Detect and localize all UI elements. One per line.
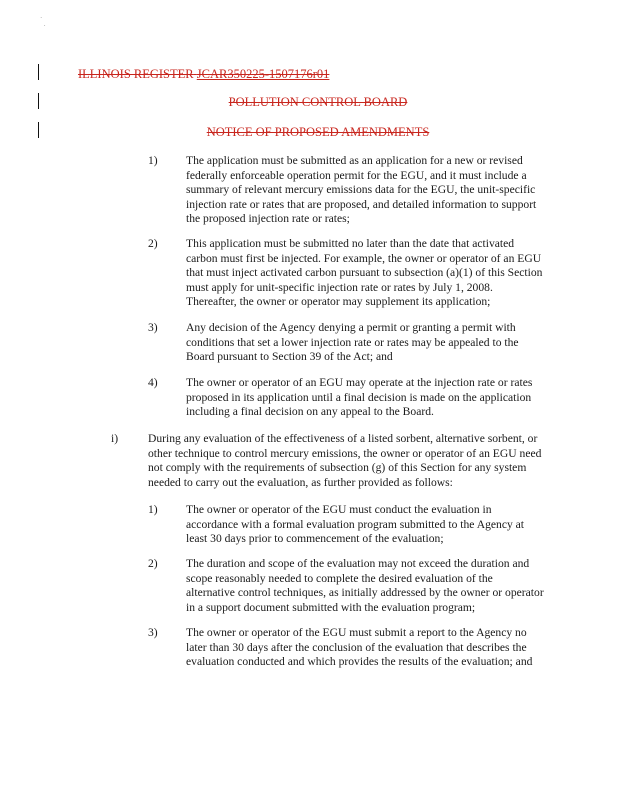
item-number: 1) [148, 154, 158, 167]
item-number: 3) [148, 321, 158, 334]
register-header [78, 66, 329, 82]
notice-title: NOTICE OF PROPOSED AMENDMENTS [206, 125, 430, 139]
item-text: The application must be submitted as an application for a new or revised federally enforceable operation permit for the EGU, and it must include a summary of relevant mercury emissions data for the EGU, the unit-specific injection rate or rates that are proposed, and detailed information to support the proposed injection rate or rates; [186, 154, 537, 226]
item-text: The owner or operator of an EGU may operate at the injection rate or rates proposed in its application until a final decision is made on the application including a final decision on any appeal to the Board. [186, 376, 533, 419]
item-text: The owner or operator of the EGU must conduct the evaluation in accordance with a formal evaluation program submitted to the Agency at least 30 days prior to commencement of the evaluation; [186, 503, 525, 546]
document-code: JCAR350225-1507176r01 [196, 67, 330, 81]
item-number: 3) [148, 626, 158, 639]
item-text: During any evaluation of the effectiveness of a listed sorbent, alternative sorbent, or other technique to control mercury emissions, the owner or operator of an EGU need not comply with the requirements of subsection (g) of this Section for any system needed to carry out the evaluation, as further provided as follows: [148, 432, 542, 489]
change-bar [38, 64, 39, 80]
item-number: 2) [148, 557, 158, 570]
board-header [0, 94, 618, 110]
item-number: 2) [148, 237, 158, 250]
board-title: POLLUTION CONTROL BOARD [228, 95, 408, 109]
item-text: This application must be submitted no later than the date that activated carbon must first be injected. For example, the owner or operator of an EGU that must inject activated carbon pursuant to subsection (a)(1) of this Section must apply for unit-specific injection rate or rates by July 1, 2008. Thereafter, the owner or operator may supplement its application; [186, 237, 543, 309]
item-text: Any decision of the Agency denying a permit or granting a permit with conditions that set a lower injection rate or rates may be appealed to the Board pursuant to Section 39 of the Act; and [186, 321, 519, 364]
notice-header [0, 124, 618, 140]
item-text: The owner or operator of the EGU must submit a report to the Agency no later than 30 days after the conclusion of the evaluation that describes the evaluation conducted and which provides the results of the evaluation; and [186, 626, 533, 669]
scan-marks: · · [40, 14, 46, 30]
register-title: ILLINOIS REGISTER [78, 67, 194, 81]
item-number: 1) [148, 503, 158, 516]
item-number: 4) [148, 376, 158, 389]
item-number: i) [111, 432, 119, 445]
item-text: The duration and scope of the evaluation may not exceed the duration and scope reasonably needed to complete the desired evaluation of the alternative control techniques, as initially addressed by the owner or operator in a support document submitted with the evaluation program; [186, 557, 544, 614]
